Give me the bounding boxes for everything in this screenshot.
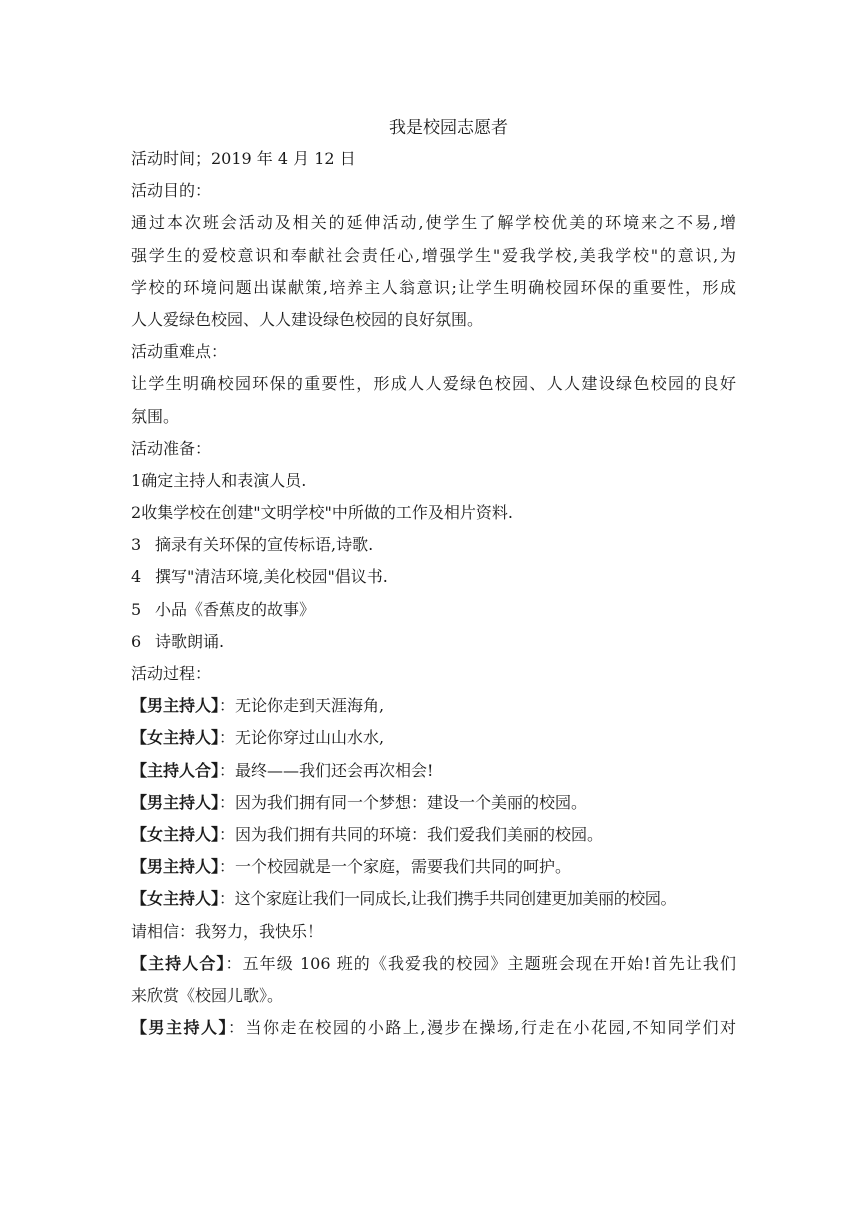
prep-item-text: 诗歌朗诵. — [155, 631, 225, 651]
dialogue-line — [131, 1012, 736, 1044]
document-title: 我是校园志愿者 — [389, 118, 508, 138]
dialogue-text: ：一个校园就是一个家庭，需要我们共同的呵护。 — [219, 857, 572, 877]
purpose-heading: 活动目的： — [131, 181, 212, 201]
speaker-label: 【女主持人】 — [131, 824, 220, 844]
believe-line: 请相信：我努力，我快乐！ — [131, 921, 324, 941]
dialogue-line — [131, 787, 736, 819]
activity-time: 活动时间；2019 年 4 月 12 日 — [131, 149, 356, 168]
prep-item-number: 2 — [131, 503, 142, 523]
dialogue-line — [131, 690, 736, 722]
dialogue-text: ：无论你走到天涯海角, — [219, 696, 385, 716]
prep-item-number: 1 — [131, 470, 142, 490]
purpose-line: 通过本次班会活动及相关的延伸活动,使学生了解学校优美的环境来之不易,增 — [131, 213, 736, 233]
dialogue-text: ：当你走在校园的小路上,漫步在操场,行走在小花园,不知同学们对 — [227, 1018, 736, 1038]
dialogue-text: ：无论你穿过山山水水, — [219, 728, 385, 748]
dialogue-line — [131, 722, 736, 754]
prep-item-number: 6 — [131, 631, 142, 651]
speaker-label: 【男主持人】 — [131, 696, 220, 716]
prep-item-text: 收集学校在创建"文明学校"中所做的工作及相片资料. — [141, 503, 513, 523]
prep-item — [131, 465, 736, 497]
prep-item-number: 5 — [131, 599, 142, 619]
speaker-label: 【女主持人】 — [131, 728, 220, 748]
prep-item-number: 3 — [131, 535, 142, 555]
prep-item-number: 4 — [131, 567, 142, 587]
prep-item — [131, 529, 736, 561]
purpose-line: 人人爱绿色校园、人人建设绿色校园的良好氛围。 — [131, 309, 484, 329]
key-line: 氛围。 — [131, 406, 180, 426]
prep-item — [131, 561, 736, 593]
document-page — [131, 113, 736, 1044]
dialogue-text: ：最终——我们还会再次相会! — [219, 760, 434, 780]
dialogue-text: ：这个家庭让我们一同成长,让我们携手共同创建更加美丽的校园。 — [219, 889, 677, 909]
dialogue-line — [131, 851, 736, 883]
dialogue-line — [131, 883, 736, 915]
prep-item — [131, 594, 736, 626]
process-heading: 活动过程： — [131, 664, 212, 683]
key-line: 让学生明确校园环保的重要性，形成人人爱绿色校园、人人建设绿色校园的良好 — [131, 374, 736, 394]
dialogue-line — [131, 755, 736, 787]
speaker-label: 【主持人合】 — [131, 760, 220, 780]
dialogue-text: ：因为我们拥有同一个梦想：建设一个美丽的校园。 — [219, 792, 588, 812]
prep-item-text: 确定主持人和表演人员. — [141, 470, 307, 490]
prep-item — [131, 497, 736, 529]
dialogue-text: ：因为我们拥有共同的环境：我们爱我们美丽的校园。 — [219, 824, 604, 844]
purpose-line: 学校的环境问题出谋献策,培养主人翁意识;让学生明确校园环保的重要性，形成 — [131, 277, 736, 297]
speaker-label: 【女主持人】 — [131, 889, 220, 909]
prep-item-text: 摘录有关环保的宣传标语,诗歌. — [155, 535, 374, 555]
prep-heading: 活动准备： — [131, 438, 212, 458]
purpose-line: 强学生的爱校意识和奉献社会责任心,增强学生"爱我学校,美我学校"的意识,为 — [131, 245, 736, 265]
prep-item-text: 撰写"清洁环境,美化校园"倡议书. — [155, 567, 388, 587]
speaker-label: 【男主持人】 — [131, 792, 220, 812]
speaker-label: 【主持人合】 — [131, 953, 226, 973]
dialogue-continuation: 来欣赏《校园儿歌》。 — [131, 985, 284, 1005]
prep-item — [131, 626, 736, 658]
dialogue-line — [131, 948, 736, 980]
dialogue-line — [131, 819, 736, 851]
dialogue-text: ：五年级 106 班的《我爱我的校园》主题班会现在开始!首先让我们 — [225, 953, 736, 973]
speaker-label: 【男主持人】 — [131, 857, 220, 877]
key-heading: 活动重难点： — [131, 342, 228, 362]
speaker-label: 【男主持人】 — [131, 1018, 228, 1038]
prep-item-text: 小品《香蕉皮的故事》 — [155, 599, 316, 619]
